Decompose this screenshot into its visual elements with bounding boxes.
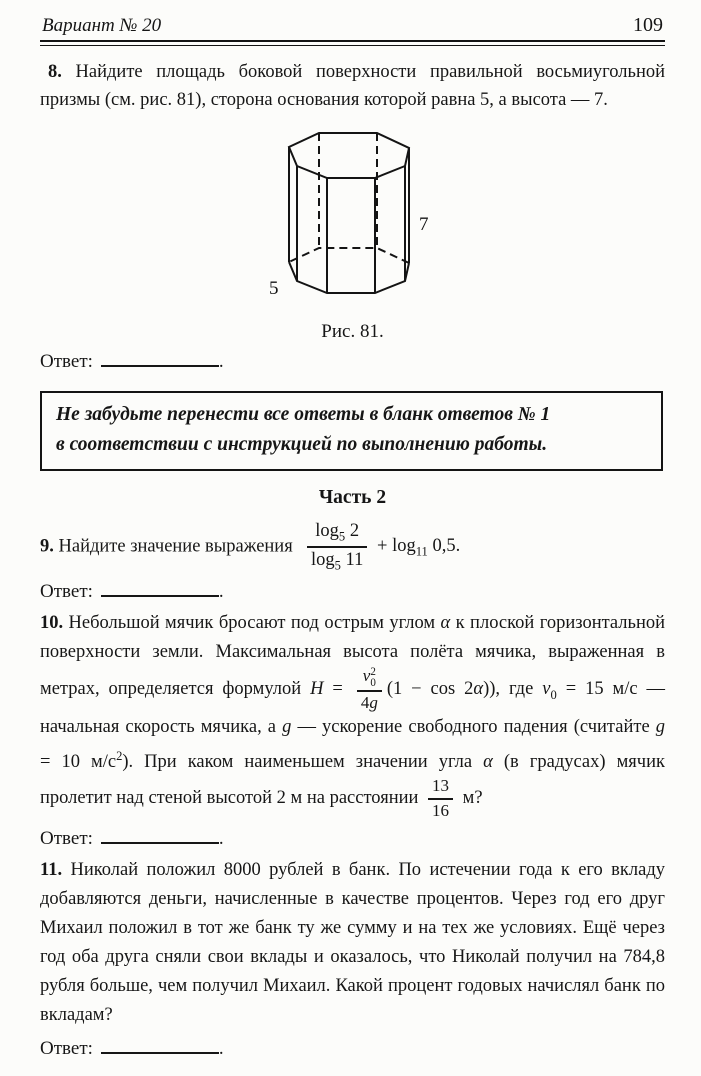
fraction-numerator: 13 — [428, 777, 453, 800]
denominator-coefficient: 4 — [360, 693, 370, 713]
sub-sup-stack — [370, 667, 376, 688]
figure-81 — [40, 118, 665, 343]
problem-11-number: 11. — [40, 860, 63, 881]
g-symbol: g — [655, 716, 665, 737]
answer-label: Ответ: — [40, 581, 93, 603]
answer-blank — [101, 362, 219, 367]
problem-8-number: 8. — [48, 62, 62, 82]
answer-label: Ответ: — [40, 828, 93, 850]
problem-10 — [40, 609, 665, 820]
answer-line-9 — [40, 581, 665, 603]
problem-10-text: — ускорение свободного падения (считайте — [291, 716, 656, 737]
notice-box — [40, 391, 663, 471]
log-word: log — [310, 550, 335, 571]
problem-9-lead: Найдите значение выражения — [53, 536, 293, 557]
problem-10-text: = 10 м/с — [40, 752, 117, 773]
prism-top-face — [289, 133, 409, 178]
answer-period: . — [218, 581, 224, 603]
problem-8 — [40, 58, 665, 114]
answer-period: . — [218, 1038, 224, 1060]
notice-line-2: в соответствии с инструкцией по выполнению работы. — [56, 434, 548, 455]
alpha-symbol: α — [483, 752, 493, 773]
alpha-symbol: α — [473, 679, 484, 700]
log-fraction — [307, 521, 367, 573]
answer-line-8 — [40, 351, 665, 373]
problem-11-text: Николай положил 8000 рублей в банк. По истечении года к его вкладу добавляются деньги, начисленные в качестве процентов. Через год его друг Михаил положил в тот же банк ту же сумму и на тех же условиях. Ещё через год оба друга сняли свои вклады и оказалось, что Николай получил на 784,8 рубля больше, чем получил Михаил. Какой процент годовых начислял банк по вкладам? — [40, 860, 665, 1026]
exponent: 2 — [116, 748, 123, 763]
problem-10-text: = 15 м/с — начальная скорость мячика, а — [40, 679, 666, 737]
subscript: 0 — [550, 688, 557, 703]
answer-blank — [101, 592, 219, 597]
prism-bottom-front — [289, 262, 409, 293]
log-word: log — [392, 536, 416, 557]
log-argument: 11 — [345, 550, 364, 571]
header-rule — [40, 40, 665, 46]
fraction-denominator — [357, 692, 382, 713]
notice-line-1: Не забудьте перенести все ответы в бланк ответов № 1 — [56, 404, 551, 425]
log-term — [392, 536, 461, 560]
page-header — [40, 12, 665, 40]
log-word: log — [315, 521, 339, 541]
v-symbol: v — [542, 679, 551, 700]
velocity-fraction — [357, 667, 382, 713]
answer-period: . — [218, 828, 224, 850]
page-number: 109 — [633, 14, 663, 36]
plus-sign: + — [377, 536, 388, 557]
prism-height-label: 7 — [418, 214, 428, 235]
prism-bottom-back — [289, 248, 409, 263]
variant-title: Вариант № 20 — [42, 15, 162, 36]
problem-10-text: Небольшой мячик бросают под острым углом — [63, 613, 441, 634]
problem-10-text: к плоской горизонтальной поверхности земли. Максимальная высота полёта мячика, выраженная в метрах, определяется формулой — [40, 613, 666, 700]
problem-10-text: )), где — [483, 679, 543, 700]
problem-9-number: 9. — [40, 536, 54, 557]
problem-8-text: Найдите площадь боковой поверхности правильной восьмиугольной призмы (см. рис. 81), сторона основания которой равна 5, а высота — 7. — [40, 62, 665, 110]
answer-period: . — [218, 351, 224, 372]
log-base: 5 — [334, 558, 341, 573]
problem-10-formula-text: (1 − cos 2 — [386, 679, 474, 700]
log-argument: 2 — [349, 521, 360, 541]
g-symbol: g — [369, 693, 378, 713]
problem-10-text: ). При каком наименьшем значении угла — [122, 752, 484, 773]
answer-label: Ответ: — [40, 351, 93, 372]
problem-10-text: м? — [458, 788, 483, 809]
answer-blank — [101, 1049, 219, 1054]
fraction-numerator — [357, 667, 382, 692]
fraction-denominator: 16 — [432, 800, 450, 820]
problem-9 — [40, 521, 665, 573]
fraction-denominator — [307, 548, 367, 573]
exponent: 2 — [370, 666, 376, 679]
log-base: 11 — [415, 545, 428, 560]
answer-line-11 — [40, 1038, 665, 1060]
fraction-numerator — [307, 521, 367, 548]
g-symbol: g — [282, 716, 292, 737]
log-base: 5 — [338, 529, 346, 544]
figure-caption: Рис. 81. — [321, 321, 384, 342]
log-argument: 0,5. — [432, 536, 461, 557]
problem-10-number: 10. — [40, 613, 64, 634]
answer-label: Ответ: — [40, 1038, 93, 1060]
distance-fraction — [428, 777, 453, 820]
answer-blank — [101, 839, 219, 844]
problem-10-text: (в градусах) мячик пролетит над стеной высотой 2 м на расстоянии — [40, 752, 665, 809]
part-2-title: Часть 2 — [318, 487, 387, 508]
v-symbol: v — [362, 666, 371, 686]
octagonal-prism-figure — [265, 118, 441, 314]
H-symbol: H — [310, 679, 324, 700]
problem-11 — [40, 856, 665, 1030]
answer-line-10 — [40, 828, 665, 850]
equals-sign: = — [332, 679, 343, 700]
subscript: 0 — [370, 676, 376, 689]
prism-side-label: 5 — [268, 278, 278, 299]
alpha-symbol: α — [440, 613, 451, 634]
